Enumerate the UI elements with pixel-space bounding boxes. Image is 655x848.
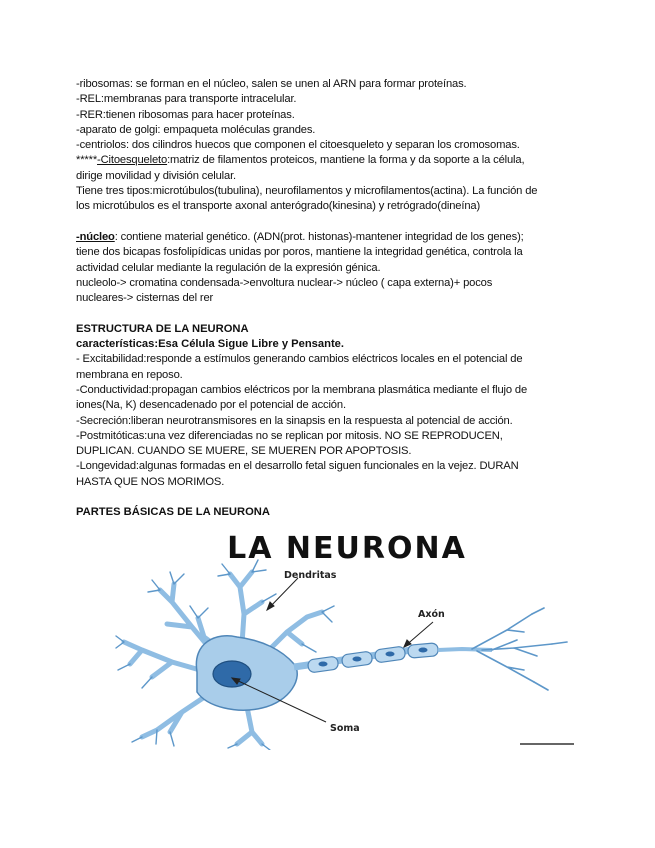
estructura-heading: ESTRUCTURA DE LA NEURONA	[76, 322, 249, 335]
text-microtubulos: los microtúbulos es el transporte axonal anterógrado(kinesina) y retrógrado(dineína)	[76, 200, 481, 213]
text-nucleo-line: nucleares-> cisternas del rer	[76, 292, 214, 305]
figure-title: LA NEURONA	[227, 531, 467, 566]
text-excitabilidad: - Excitabilidad:responde a estímulos generando cambios eléctricos locales en el potencial de	[76, 353, 523, 366]
nucleo-term: -núcleo	[76, 230, 115, 243]
text-postmitoticas-2: DUPLICAN. CUANDO SE MUERE, SE MUEREN POR APOPTOSIS.	[76, 445, 412, 458]
text-postmitoticas: -Postmitóticas:una vez diferenciadas no se replican por mitosis. NO SE REPRODUCEN,	[76, 429, 503, 442]
nucleo-rest: : contiene material genético. (ADN(prot. histonas)-mantener integridad de los genes);	[114, 230, 524, 243]
text-nucleo-line: nucleolo-> cromatina condensada->envoltura nuclear-> núcleo ( capa externa)+ pocos	[76, 276, 493, 289]
neuron-diagram	[112, 532, 582, 750]
citoesqueleto-prefix: *****	[76, 154, 98, 167]
text-nucleo	[76, 230, 586, 245]
text-nucleo-line: tiene dos bicapas fosfolipídicas unidas por poros, mantiene la integridad genética, controla la	[76, 246, 523, 259]
spacer	[76, 490, 586, 505]
label-dendritas: Dendritas	[284, 570, 337, 581]
text-longevidad: -Longevidad:algunas formadas en el desarrollo fetal siguen funcionales en la vejez. DURAN	[76, 460, 519, 473]
text-conductividad: -Conductividad:propagan cambios eléctricos por la membrana plasmática mediante el flujo de	[76, 383, 528, 396]
text-excitabilidad-2: membrana en reposo.	[76, 368, 183, 381]
label-soma: Soma	[330, 723, 360, 734]
text-rer: -RER:tienen ribosomas para hacer proteínas.	[76, 108, 295, 121]
text-tipos: Tiene tres tipos:microtúbulos(tubulina), neurofilamentos y microfilamentos(actina). La función de	[76, 185, 538, 198]
label-axon: Axón	[418, 609, 445, 620]
partes-heading: PARTES BÁSICAS DE LA NEURONA	[76, 506, 270, 519]
neuron-figure	[112, 532, 582, 750]
spacer	[76, 215, 586, 230]
citoesqueleto-rest: :matriz de filamentos proteicos, mantiene la forma y da soporte a la célula,	[167, 154, 525, 167]
estructura-subheading: características:Esa Célula Sigue Libre y Pensante.	[76, 338, 345, 351]
citoesqueleto-term: -Citoesqueleto	[97, 154, 168, 167]
text-conductividad-2: iones(Na, K) desencadenado por el potencial de acción.	[76, 399, 346, 412]
nucleus-shape	[213, 661, 251, 687]
document-body	[76, 77, 586, 521]
text-rel: -REL:membranas para transporte intracelular.	[76, 93, 297, 106]
text-longevidad-2: HASTA QUE NOS MORIMOS.	[76, 475, 225, 488]
text-secrecion: -Secreción:liberan neurotransmisores en la sinapsis en la respuesta al potencial de acción.	[76, 414, 513, 427]
text-golgi: -aparato de golgi: empaqueta moléculas grandes.	[76, 123, 316, 136]
text-nucleo-line: actividad celular mediante la regulación de la expresión génica.	[76, 261, 381, 274]
text-movilidad: dirige movilidad y división celular.	[76, 169, 237, 182]
spacer	[76, 306, 586, 321]
text-ribosomas: -ribosomas: se forman en el núcleo, salen se unen al ARN para formar proteínas.	[76, 78, 467, 90]
axon-terminals	[472, 608, 567, 690]
text-citoesqueleto	[76, 153, 586, 168]
text-centriolos: -centriolos: dos cilindros huecos que componen el citoesqueleto y separan los cromosomas.	[76, 139, 520, 152]
